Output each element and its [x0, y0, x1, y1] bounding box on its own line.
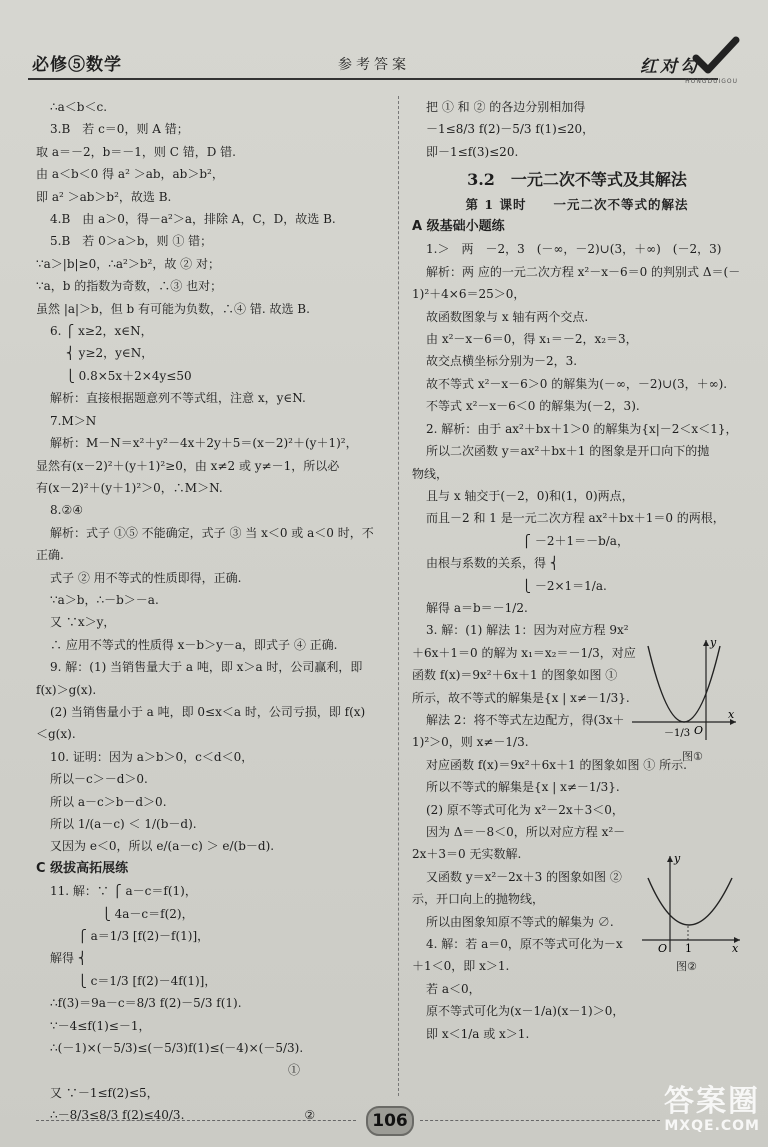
- footer-rule-right: [420, 1120, 660, 1121]
- brand-pinyin: HONGDUIGOU: [685, 78, 738, 85]
- answer-line: 所以由图象知原不等式的解集为 ∅.: [426, 914, 614, 929]
- answer-line: 因为 Δ＝－8＜0，所以对应方程 x²－: [426, 825, 626, 839]
- answer-line: 故不等式 x²－x－6＞0 的解集为(－∞，－2)∪(3，＋∞).: [426, 376, 728, 391]
- answer-line: ∴－8/3≤8/3 f(2)≤40/3. ②: [50, 1108, 316, 1123]
- answer-line: ⎩ －2×1＝1/a.: [426, 578, 607, 593]
- answer-line: ＋6x＋1＝0 的解为 x₁＝x₂＝－1/3，对应: [412, 645, 636, 660]
- answer-line: ＋1＜0，即 x＞1.: [412, 959, 510, 974]
- answer-line: 6. ⎧ x≥2，x∈N，: [50, 324, 153, 339]
- book-title: 必修⑤数学: [32, 55, 122, 75]
- answer-line: 4. 解：若 a＝0，原不等式可化为－x: [426, 937, 623, 952]
- graph1-root-label: －1/3: [664, 728, 691, 739]
- answer-line: 即－1≤f(3)≤20.: [426, 144, 519, 159]
- answer-line: 解析：两 应的一元二次方程 x²－x－6＝0 的判别式 Δ＝(－: [426, 264, 741, 279]
- answer-line: 不等式 x²－x－6＜0 的解集为(－2，3).: [426, 399, 640, 414]
- section-heading: A 级基础小题练: [412, 219, 505, 235]
- page-number: 106: [366, 1106, 414, 1136]
- answer-line: ⎧ －2＋1＝－b/a，: [426, 533, 629, 548]
- answer-line: ①: [36, 1063, 301, 1078]
- answer-line: ⎩ 4a－c＝f(2)，: [50, 906, 194, 921]
- graph2-tick-label: 1: [685, 942, 692, 955]
- answer-line: 解析：M－N＝x²＋y²－4x＋2y＋5＝(x－2)²＋(y＋1)²，: [50, 436, 358, 451]
- graph2-caption: 图②: [676, 960, 697, 973]
- answer-line: 4.B 由 a＞0，得－a²＞a，排除 A，C，D，故选 B.: [50, 212, 336, 227]
- answer-line: ∵a＞|b|≥0，∴a²＞b²，故 ② 对；: [36, 256, 220, 271]
- answer-line: ∵a＞b，∴－b＞－a.: [50, 592, 159, 607]
- graph-2: [640, 852, 744, 956]
- watermark-url: MXQE.COM: [664, 1118, 760, 1134]
- answer-line: 物线，: [412, 466, 449, 481]
- right-top-lines: [412, 96, 742, 163]
- answer-line: ⎩ 0.8×5x＋2×4y≤50: [50, 368, 192, 383]
- answer-line: 函数 f(x)＝9x²＋6x＋1 的图象如图 ①: [412, 668, 618, 683]
- page-footer: [36, 1110, 736, 1130]
- answer-line: 若 a＜0，: [426, 981, 481, 996]
- answer-line: ⎩ c＝1/3 [f(2)－4f(1)]，: [50, 973, 217, 988]
- answer-line: 5.B 若 0＞a＞b，则 ① 错；: [50, 234, 213, 249]
- answer-line: 9. 解：(1) 当销售量大于 a 吨，即 x＞a 时，公司赢利，即: [50, 660, 363, 675]
- answer-line: ∴ 应用不等式的性质得 x－b＞y－a，即式子 ④ 正确.: [50, 637, 338, 652]
- answer-line: －1≤8/3 f(2)－5/3 f(1)≤20，: [426, 122, 595, 137]
- answer-line: ∴f(3)＝9a－c＝8/3 f(2)－5/3 f(1).: [50, 996, 242, 1011]
- left-column: [36, 96, 386, 1127]
- answer-line: 1.＞ 两 －2，3 (－∞，－2)∪(3，＋∞) (－2，3): [426, 242, 722, 257]
- answer-line: 原不等式可化为(x－1/a)(x－1)＞0，: [426, 1004, 625, 1019]
- answer-line: 所以－c＞－d＞0.: [50, 772, 148, 787]
- answer-line: 所示，故不等式的解集是{x | x≠－1/3}.: [412, 690, 630, 705]
- footer-rule-left: [36, 1120, 356, 1121]
- answer-line: 取 a＝－2，b＝－1，则 C 错，D 错.: [36, 144, 236, 159]
- column-divider: [398, 96, 399, 1096]
- answer-line: 虽然 |a|＞b，但 b 有可能为负数，∴④ 错. 故选 B.: [36, 301, 310, 316]
- page-header: [28, 42, 740, 84]
- answer-line: 即 x＜1/a 或 x＞1.: [426, 1026, 530, 1041]
- answer-line: 解析：直接根据题意列不等式组，注意 x，y∈N.: [50, 391, 306, 406]
- section-title: 3.2 一元二次不等式及其解法: [467, 170, 687, 190]
- answer-line: 又函数 y＝x²－2x＋3 的图象如图 ②: [426, 869, 622, 884]
- answer-line: 正确.: [36, 548, 64, 563]
- answer-line: 所以二次函数 y＝ax²＋bx＋1 的图象是开口向下的抛: [426, 444, 710, 459]
- answer-line: ⎨ y≥2，y∈N，: [50, 346, 154, 361]
- graph1-parabola: [648, 646, 720, 722]
- answer-line: 3. 解：(1) 解法 1：因为对应方程 9x²: [426, 623, 629, 638]
- answer-line: 所以不等式的解集是{x | x≠－1/3}.: [426, 780, 620, 795]
- graph2-y-label: y: [674, 852, 681, 865]
- answer-line: 式子 ② 用不等式的性质即得，正确.: [50, 570, 242, 585]
- answer-line: 由根与系数的关系，得 ⎨: [426, 556, 559, 571]
- answer-line: 8.②④: [50, 503, 83, 518]
- section-heading: C 级拔高拓展练: [36, 860, 129, 876]
- answer-line: 1)²＋4×6＝25＞0，: [412, 287, 526, 302]
- graph2-origin: O: [658, 942, 668, 955]
- graph2-x-label: x: [732, 942, 739, 955]
- graph1-y-arrow: [703, 640, 709, 646]
- watermark-logo-text: 答案圈: [664, 1084, 760, 1119]
- answer-line: 解析：式子 ①⑤ 不能确定，式子 ③ 当 x＜0 或 a＜0 时，不: [50, 525, 374, 540]
- checkmark-icon: [692, 36, 740, 76]
- graph-1: [628, 636, 740, 746]
- answer-line: 解得 ⎨: [50, 951, 87, 966]
- answer-line: 1)²＞0，则 x≠－1/3.: [412, 735, 529, 750]
- watermark: [664, 1086, 760, 1134]
- answer-line: 显然有(x－2)²＋(y＋1)²≥0，由 x≠2 或 y≠－1，所以必: [36, 458, 340, 473]
- answer-line: 即 a² ＞ab＞b²，故选 B.: [36, 189, 172, 204]
- answer-line: 示，开口向上的抛物线，: [412, 892, 545, 907]
- answer-line: 由 a＜b＜0 得 a² ＞ab，ab＞b²，: [36, 167, 224, 182]
- graph2-y-arrow: [667, 856, 673, 862]
- section-subtitle: 第 1 课时 一元二次不等式的解法: [465, 196, 689, 212]
- answer-line: 又因为 e＜0，所以 e/(a－c) ＞ e/(b－d).: [50, 839, 275, 854]
- header-rule: [28, 78, 718, 80]
- answer-line: 2x＋3＝0 无实数解.: [412, 847, 522, 862]
- answer-line: ∴(－1)×(－5/3)≤(－5/3)f(1)≤(－4)×(－5/3).: [50, 1041, 304, 1056]
- answer-line: 7.M＞N: [50, 413, 97, 428]
- answer-line: ＜g(x).: [36, 727, 76, 742]
- answer-line: 解法 2：将不等式左边配方，得(3x＋: [426, 712, 625, 727]
- answer-line: 把 ① 和 ② 的各边分别相加得: [426, 100, 586, 114]
- answer-line: 又 ∵x＞y，: [50, 615, 116, 630]
- answer-line: 又 ∵－1≤f(2)≤5，: [50, 1085, 159, 1100]
- answer-line: 所以 a－c＞b－d＞0.: [50, 794, 167, 809]
- graph1-origin: O: [694, 724, 704, 737]
- answer-line: 3.B 若 c＝0，则 A 错；: [50, 122, 189, 137]
- answer-line: 由 x²－x－6＝0，得 x₁＝－2，x₂＝3，: [426, 332, 638, 347]
- answer-line: 2. 解析：由于 ax²＋bx＋1＞0 的解集为{x|－2＜x＜1}，: [426, 421, 738, 436]
- answer-line: f(x)＞g(x).: [36, 682, 97, 697]
- answer-line: 10. 证明：因为 a＞b＞0，c＜d＜0，: [50, 749, 254, 764]
- brand-name: 红对勾: [640, 57, 700, 77]
- answer-line: 故交点横坐标分别为－2，3.: [426, 354, 578, 369]
- answer-line: ⎧ a＝1/3 [f(2)－f(1)]，: [50, 929, 210, 944]
- header-center-title: 参考答案: [338, 57, 410, 73]
- answer-line: ∴a＜b＜c.: [50, 100, 108, 114]
- answer-line: 解得 a＝b＝－1/2.: [426, 600, 528, 615]
- graph1-caption: 图①: [682, 750, 703, 763]
- answer-line: 且与 x 轴交于(－2，0)和(1，0)两点，: [426, 488, 634, 503]
- answer-line: 故函数图象与 x 轴有两个交点.: [426, 309, 589, 324]
- graph2-parabola: [648, 878, 732, 925]
- graph1-y-label: y: [710, 636, 717, 649]
- answer-line: 所以 1/(a－c) ＜ 1/(b－d).: [50, 817, 197, 831]
- answer-line: ∵－4≤f(1)≤－1，: [50, 1018, 151, 1033]
- answer-line: 11. 解：∵ ⎧ a－c＝f(1)，: [50, 884, 197, 899]
- answer-line: ∵a，b 的指数为奇数，∴③ 也对；: [36, 279, 223, 294]
- answer-line: 有(x－2)²＋(y＋1)²＞0，∴M＞N.: [36, 480, 223, 495]
- answer-line: 对应函数 f(x)＝9x²＋6x＋1 的图象如图 ① 所示.: [426, 757, 687, 772]
- graph1-x-label: x: [728, 708, 735, 721]
- answer-line: (2) 原不等式可化为 x²－2x＋3＜0，: [426, 802, 624, 817]
- answer-line: 而且－2 和 1 是一元二次方程 ax²＋bx＋1＝0 的两根，: [426, 511, 725, 526]
- answer-line: (2) 当销售量小于 a 吨，即 0≤x＜a 时，公司亏损，即 f(x): [50, 704, 366, 719]
